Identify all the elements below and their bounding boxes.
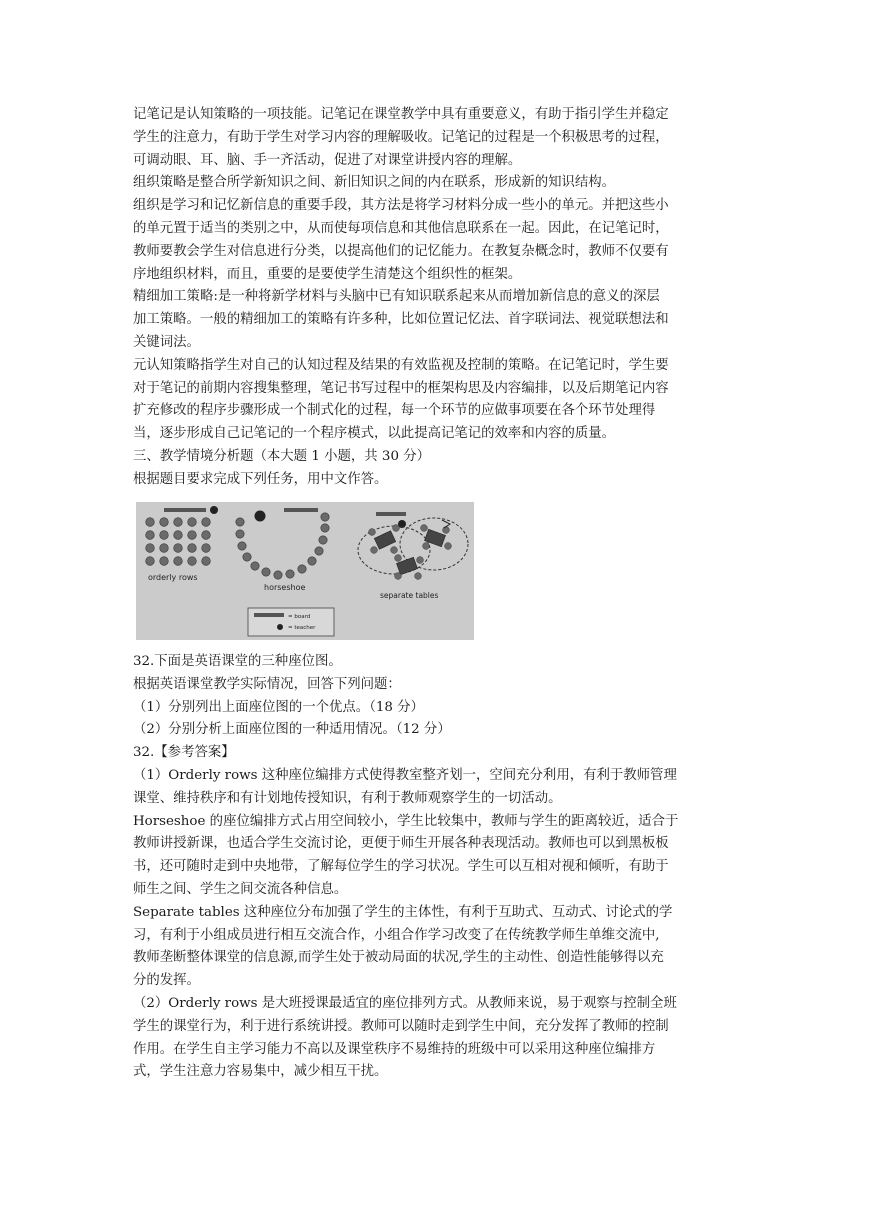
body-text-top [133, 104, 743, 492]
paragraph-line: 记笔记是认知策略的一项技能。记笔记在课堂教学中具有重要意义，有助于指引学生并稳定 [133, 107, 669, 122]
paragraph-line: 对于笔记的前期内容搜集整理，笔记书写过程中的框架构思及内容编排，以及后期笔记内容 [133, 380, 669, 396]
answer-line: 教师垄断整体课堂的信息源,而学生处于被动局面的状况,学生的主动性、创造性能够得以充 [133, 950, 664, 966]
horseshoe-label: horseshoe [264, 583, 306, 592]
instruction-line: 根据题目要求完成下列任务，用中文作答。 [133, 471, 388, 487]
question-line: （1）分别列出上面座位图的一个优点。（18 分） [133, 699, 424, 715]
section-heading: 三、教学情境分析题（本大题 1 小题，共 30 分） [133, 448, 431, 464]
legend-board: = board [288, 614, 311, 620]
answer-heading: 32.【参考答案】 [133, 745, 235, 761]
paragraph-line: 序地组织材料，而且，重要的是要使学生清楚这个组织性的框架。 [133, 266, 522, 282]
answer-line: （2）Orderly rows 是大班授课最适宜的座位排列方式。从教师来说，易于观察与控制全班 [133, 995, 677, 1011]
paragraph-line: 教师要教会学生对信息进行分类，以提高他们的记忆能力。在教复杂概念时，教师不仅要有 [133, 243, 669, 259]
paragraph-line: 元认知策略指学生对自己的认知过程及结果的有效监视及控制的策略。在记笔记时，学生要 [133, 357, 669, 373]
separate-tables-label: separate tables [380, 591, 439, 600]
answer-line: 书，还可随时走到中央地带，了解每位学生的学习状况。学生可以互相对视和倾听，有助于 [133, 859, 669, 875]
paragraph-line: 当，逐步形成自己记笔记的一个程序模式，以此提高记笔记的效率和内容的质量。 [133, 426, 616, 442]
answer-line: 课堂、维持秩序和有计划地传授知识，有利于教师观察学生的一切活动。 [133, 790, 562, 806]
answer-line: Separate tables 这种座位分布加强了学生的主体性，有利于互助式、互动式、讨论式的学 [133, 904, 673, 920]
question-line: （2）分别分析上面座位图的一种适用情况。（12 分） [133, 722, 451, 738]
paragraph-line: 组织是学习和记忆新信息的重要手段，其方法是将学习材料分成一些小的单元。并把这些小 [133, 198, 669, 214]
paragraph-line: 关键词法。 [133, 334, 200, 350]
question-line: 32.下面是英语课堂的三种座位图。 [133, 654, 342, 669]
orderly-rows-label: orderly rows [148, 573, 198, 582]
seating-arrangement-figure [136, 502, 474, 640]
answer-line: 习，有利于小组成员进行相互交流合作，小组合作学习改变了在传统教学师生单维交流中, [133, 927, 660, 943]
figure-legend [248, 608, 334, 636]
answer-line: Horseshoe 的座位编排方式占用空间较小，学生比较集中，教师与学生的距离较近，适合于 [133, 813, 679, 829]
answer-line: 分的发挥。 [133, 973, 200, 989]
paragraph-line: 可调动眼、耳、脑、手一齐活动，促进了对课堂讲授内容的理解。 [133, 152, 522, 168]
answer-line: 教师讲授新课，也适合学生交流讨论，更便于师生开展各种表现活动。教师也可以到黑板板 [133, 836, 669, 852]
question-line: 根据英语课堂教学实际情况，回答下列问题： [133, 676, 401, 692]
answer-line: （1）Orderly rows 这种座位编排方式使得教室整齐划一，空间充分利用，有利于教师管理 [133, 767, 677, 783]
answer-line: 学生的课堂行为，利于进行系统讲授。教师可以随时走到学生中间，充分发挥了教师的控制 [133, 1018, 669, 1034]
paragraph-line: 精细加工策略:是一种将新学材料与头脑中已有知识联系起来从而增加新信息的意义的深层 [133, 289, 660, 305]
answer-line: 师生之间、学生之间交流各种信息。 [133, 881, 348, 897]
body-text-bottom [133, 651, 743, 1084]
paragraph-line: 的单元置于适当的类别之中，从而使每项信息和其他信息联系在一起。因此，在记笔记时， [133, 220, 669, 236]
paragraph-line: 加工策略。一般的精细加工的策略有许多种，比如位置记忆法、首字联词法、视觉联想法和 [133, 312, 669, 328]
answer-line: 式，学生注意力容易集中，减少相互干扰。 [133, 1064, 388, 1080]
paragraph-line: 扩充修改的程序步骤形成一个制式化的过程，每一个环节的应做事项要在各个环节处理得 [133, 403, 656, 419]
legend-teacher: = teacher [288, 625, 316, 631]
paragraph-line: 学生的注意力，有助于学生对学习内容的理解吸收。记笔记的过程是一个积极思考的过程， [133, 129, 669, 145]
paragraph-line: 组织策略是整合所学新知识之间、新旧知识之间的内在联系，形成新的知识结构。 [133, 175, 616, 191]
answer-line: 作用。在学生自主学习能力不高以及课堂秩序不易维持的班级中可以采用这种座位编排方 [133, 1041, 656, 1057]
